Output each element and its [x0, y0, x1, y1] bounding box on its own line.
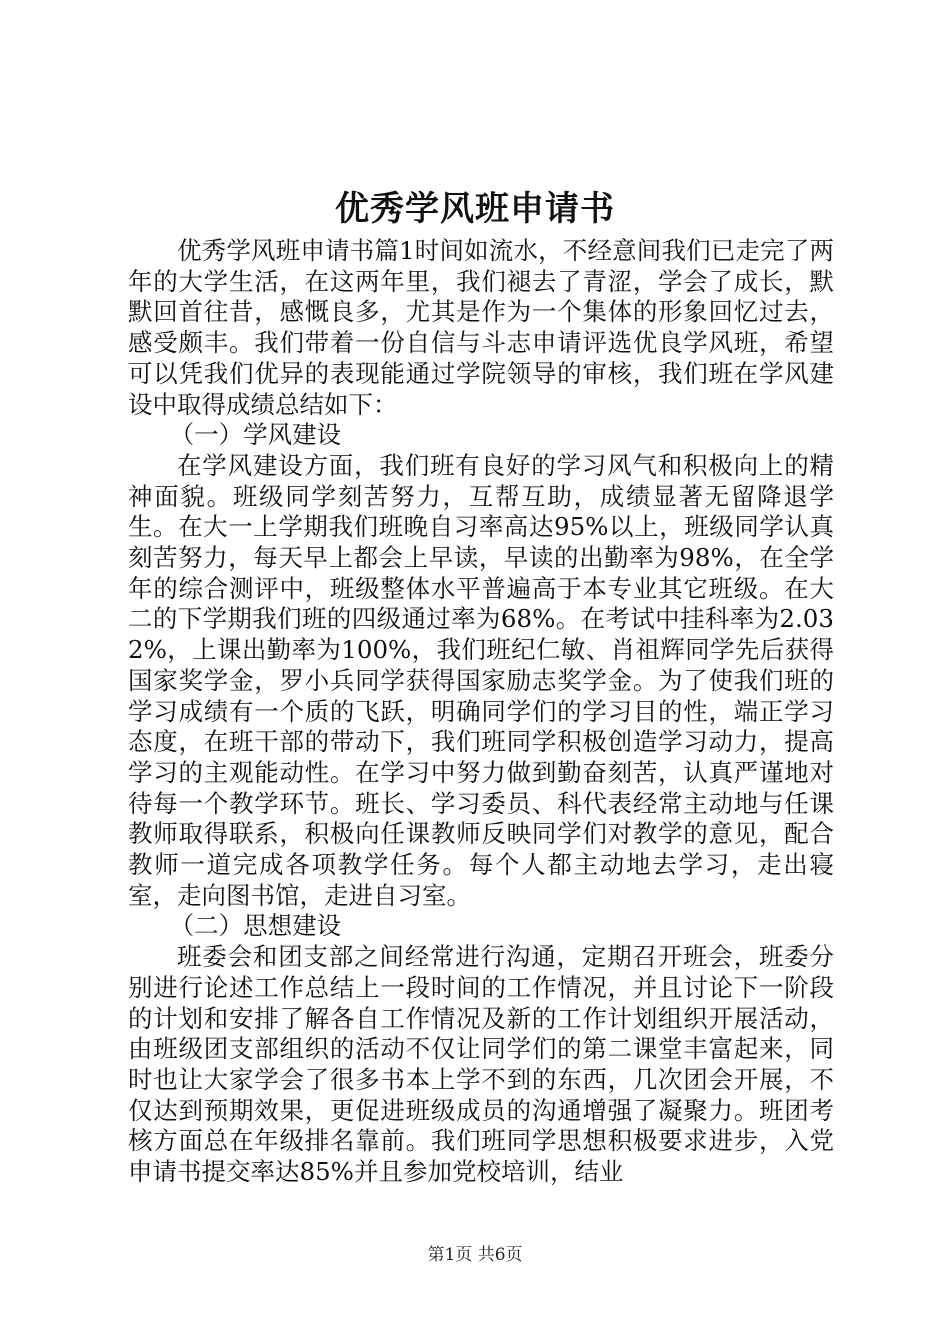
section-heading-study-style: （一）学风建设	[169, 420, 342, 450]
paragraph-study-style: 在学风建设方面，我们班有良好的学习风气和积极向上的精神面貌。班级同学刻苦努力，互帮互助，成绩显著无留降退学生。在大一上学期我们班晚自习率高达95%以上，班级同学认真刻苦努力，每天早上都会上早读，早读的出勤率为98%，在全学年的综合测评中，班级整体水平普遍高于本专业其它班级。在大二的下学期我们班的四级通过率为68%。在考试中挂科率为2.032%，上课出勤率为100%，我们班纪仁敏、肖祖辉同学先后获得国家奖学金，罗小兵同学获得国家励志奖学金。为了使我们班的学习成绩有一个质的飞跃，明确同学们的学习目的性，端正学习态度，在班干部的带动下，我们班同学积极创造学习动力，提高学习的主观能动性。在学习中努力做到勤奋刻苦，认真严谨地对待每一个教学环节。班长、学习委员、科代表经常主动地与任课教师取得联系，积极向任课教师反映同学们对教学的意见，配合教师一道完成各项教学任务。每个人都主动地去学习，走出寝室，走向图书馆，走进自习室。	[128, 450, 834, 910]
section-heading-ideology: （二）思想建设	[169, 911, 342, 941]
paragraph-ideology: 班委会和团支部之间经常进行沟通，定期召开班会，班委分别进行论述工作总结上一段时间的工作情况，并且讨论下一阶段的计划和安排了解各自工作情况及新的工作计划组织开展活动，由班级团支部组织的活动不仅让同学们的第二课堂丰富起来，同时也让大家学会了很多书本上学不到的东西，几次团会开展，不仅达到预期效果，更促进班级成员的沟通增强了凝聚力。班团考核方面总在年级排名靠前。我们班同学思想积极要求进步，入党申请书提交率达85%并且参加党校培训，结业	[128, 942, 834, 1187]
document-title: 优秀学风班申请书	[335, 189, 615, 229]
paragraph-intro: 优秀学风班申请书篇1时间如流水，不经意间我们已走完了两年的大学生活，在这两年里，我们褪去了青涩，学会了成长，默默回首往昔，感慨良多，尤其是作为一个集体的形象回忆过去，感受颇丰。我们带着一份自信与斗志申请评选优良学风班，希望可以凭我们优异的表现能通过学院领导的审核，我们班在学风建设中取得成绩总结如下：	[128, 236, 834, 419]
page-number-footer: 第1页 共6页	[427, 1245, 523, 1265]
document-body	[128, 236, 834, 1188]
